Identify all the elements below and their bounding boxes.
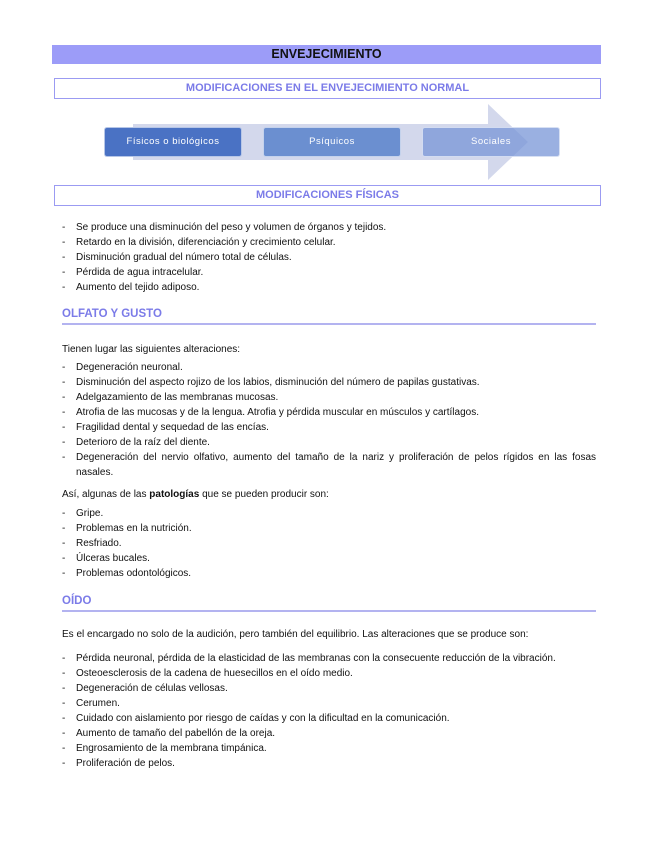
list-item: - Deterioro de la raíz del diente. [62, 435, 596, 450]
list-item: - Aumento del tejido adiposo. [62, 280, 596, 295]
olfato-intro: Tienen lugar las siguientes alteraciones: [62, 344, 241, 355]
list-item: - Se produce una disminución del peso y volumen de órganos y tejidos. [62, 220, 596, 235]
section-heading-normal: MODIFICACIONES EN EL ENVEJECIMIENTO NORMAL [54, 78, 601, 99]
list-item: - Disminución gradual del número total de células. [62, 250, 596, 265]
list-item: - Degeneración de células vellosas. [62, 681, 596, 696]
list-item: - Degeneración neuronal. [62, 360, 596, 375]
diagram-step-sociales: Sociales [422, 127, 560, 157]
list-item: - Cuidado con aislamiento por riesgo de caídas y con la dificultad en la comunicación. [62, 711, 596, 726]
list-item: - Osteoesclerosis de la cadena de huesecillos en el oído medio. [62, 666, 596, 681]
list-item: - Retardo en la división, diferenciación y crecimiento celular. [62, 235, 596, 250]
list-item: - Gripe. [62, 506, 596, 521]
list-item: - Pérdida neuronal, pérdida de la elasticidad de las membranas con la consecuente reducción de la vibración. [62, 651, 596, 666]
list-item: - Problemas en la nutrición. [62, 521, 596, 536]
olfato-list [62, 360, 596, 480]
bold-text: patologías [149, 489, 200, 500]
list-item: - Disminución del aspecto rojizo de los labios, disminución del número de papilas gustativas. [62, 375, 596, 390]
list-item: - Degeneración del nervio olfativo, aumento del tamaño de la nariz y proliferación de pelos rígidos en las fosas nasales. [62, 450, 596, 480]
text: que se pueden producir son: [199, 489, 329, 500]
list-item: - Úlceras bucales. [62, 551, 596, 566]
list-item: - Atrofia de las mucosas y de la lengua. Atrofia y pérdida muscular en músculos y cartílagos. [62, 405, 596, 420]
list-item: - Proliferación de pelos. [62, 756, 596, 771]
diagram-step-psiquicos: Psíquicos [263, 127, 401, 157]
patologias-intro [62, 487, 596, 502]
list-item: - Cerumen. [62, 696, 596, 711]
list-item: - Pérdida de agua intracelular. [62, 265, 596, 280]
oido-list [62, 651, 596, 771]
heading-olfato: OLFATO Y GUSTO [62, 308, 596, 325]
diagram-step-fisicos: Físicos o biológicos [104, 127, 242, 157]
list-item: - Adelgazamiento de las membranas mucosas. [62, 390, 596, 405]
list-item: - Problemas odontológicos. [62, 566, 596, 581]
list-item: - Aumento de tamaño del pabellón de la oreja. [62, 726, 596, 741]
patologias-list [62, 506, 596, 581]
fisicas-list [62, 220, 596, 295]
list-item: - Engrosamiento de la membrana timpánica. [62, 741, 596, 756]
oido-intro: Es el encargado no solo de la audición, pero también del equilibrio. Las alteraciones que se produce son: [62, 629, 529, 640]
section-heading-fisicas: MODIFICACIONES FÍSICAS [54, 185, 601, 206]
heading-oido: OÍDO [62, 595, 596, 612]
page-title: ENVEJECIMIENTO [52, 45, 601, 64]
text: Así, algunas de las [62, 489, 150, 500]
list-item: - Resfriado. [62, 536, 596, 551]
list-item: - Fragilidad dental y sequedad de las encías. [62, 420, 596, 435]
